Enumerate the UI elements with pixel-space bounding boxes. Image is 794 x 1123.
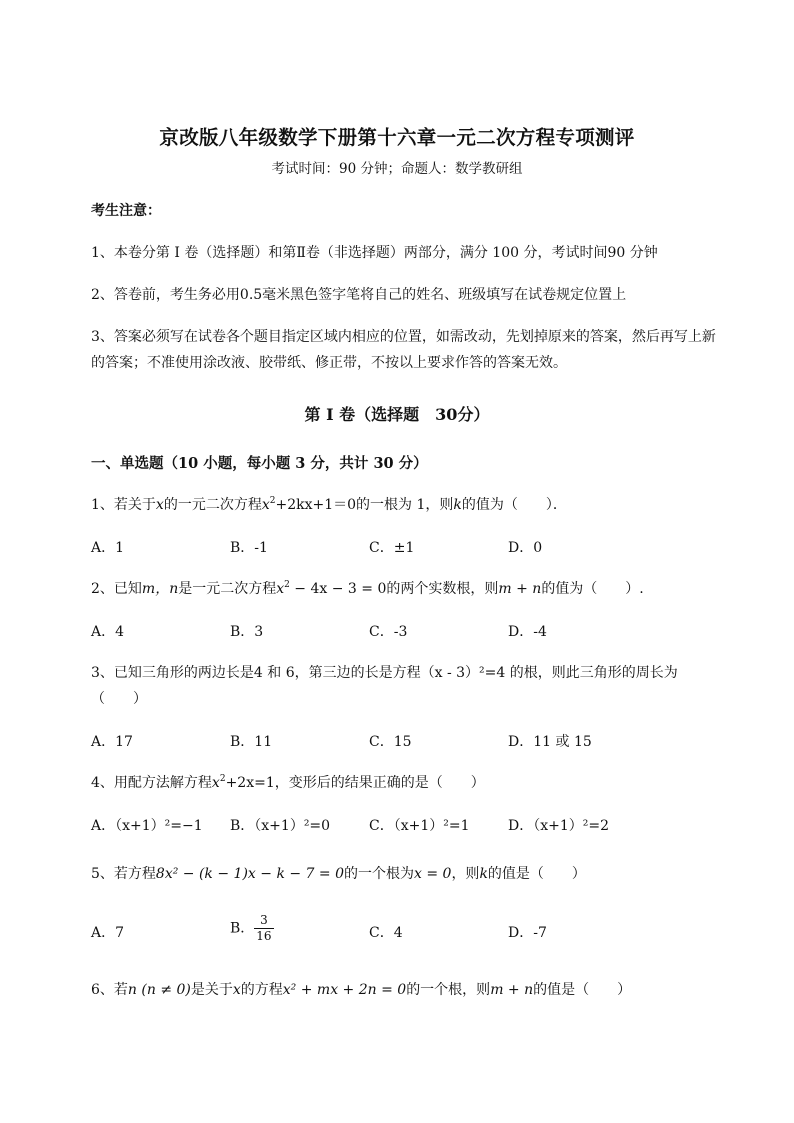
option-b[interactable]: B．-1 <box>230 540 268 556</box>
option-d[interactable]: D．11 或 15 <box>508 734 592 750</box>
question-3: 3、已知三角形的两边长是4 和 6，第三边的长是方程（x - 3）²=4 的根，则此三角形的周长为 <box>91 665 678 681</box>
option-d[interactable]: D．-4 <box>508 624 547 640</box>
question-3-blank: （ ） <box>91 691 147 707</box>
question-5: 5、若方程8x² − (k − 1)x − k − 7 = 0的一个根为x = 0，则k的值是（ ） <box>91 866 586 882</box>
option-b[interactable]: B．（x+1）²=0 <box>230 818 331 834</box>
option-b[interactable]: B．3 <box>230 624 264 640</box>
question-4: 4、用配方法解方程$x^2+2x=1$，变形后的结果正确的是（ ） <box>91 774 485 791</box>
question-1: 1、若关于x的一元二次方程$x^2+2kx+1=0$的一根为 1，则k的值为（ ）． <box>91 496 567 513</box>
option-a[interactable]: A．17 <box>91 734 133 750</box>
option-c[interactable]: C．15 <box>369 734 412 750</box>
option-a[interactable]: A．7 <box>91 925 125 941</box>
part-heading: 一、单选题（10 小题，每小题 3 分，共计 30 分） <box>91 455 428 472</box>
option-a[interactable]: A．（x+1）²=−1 <box>91 818 203 834</box>
option-c[interactable]: C．（x+1）²=1 <box>369 818 470 834</box>
question-6: 6、若n (n ≠ 0)是关于x的方程x² + mx + 2n = 0的一个根，则m + n的值是（ ） <box>91 982 632 998</box>
option-b[interactable]: B． $\frac{3}{16}$ <box>230 913 272 943</box>
option-c[interactable]: C．4 <box>369 925 403 941</box>
option-c[interactable]: C．±1 <box>369 540 415 556</box>
section-title: 第 I 卷（选择题 30分） <box>304 405 490 424</box>
option-b[interactable]: B．11 <box>230 734 273 750</box>
notice-item: 2、答卷前，考生务必用0.5毫米黑色签字笔将自己的姓名、班级填写在试卷规定位置上 <box>91 287 627 303</box>
question-2: 2、已知m，n是一元二次方程$x^2 - 4x - 3 = 0$的两个实数根，则m + n的值为（ ）. <box>91 580 644 597</box>
option-d[interactable]: D．-7 <box>508 925 547 941</box>
page-title: 京改版八年级数学下册第十六章一元二次方程专项测评 <box>159 126 635 149</box>
exam-info: 考试时间：90 分钟；命题人：数学教研组 <box>271 161 523 177</box>
option-a[interactable]: A．1 <box>91 540 125 556</box>
notice-item: 3、答案必须写在试卷各个题目指定区域内相应的位置，如需改动，先划掉原来的答案，然后再写上新 <box>91 329 716 345</box>
option-a[interactable]: A．4 <box>91 624 125 640</box>
notice-item: 的答案；不准使用涂改液、胶带纸、修正带，不按以上要求作答的答案无效。 <box>91 355 567 371</box>
notice-item: 1、本卷分第 I 卷（选择题）和第Ⅱ卷（非选择题）两部分，满分 100 分，考试时间90 分钟 <box>91 245 658 261</box>
option-d[interactable]: D．0 <box>508 540 543 556</box>
option-c[interactable]: C．-3 <box>369 624 408 640</box>
notice-heading: 考生注意： <box>91 203 161 219</box>
fraction: $\frac{3}{16}$ <box>256 913 272 943</box>
option-d[interactable]: D．（x+1）²=2 <box>508 818 610 834</box>
